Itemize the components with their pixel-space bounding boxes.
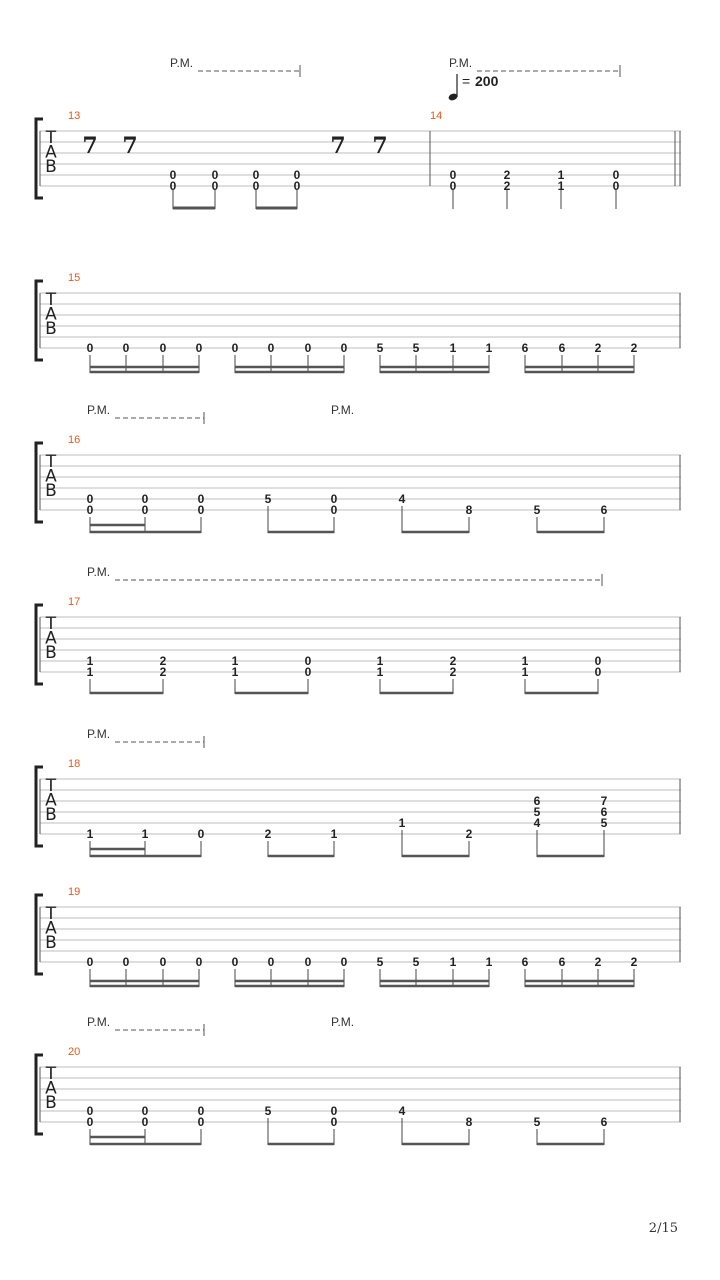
page-number: 2/15 [648,1221,678,1236]
eighth-rest: 7 [330,133,346,159]
fret-number: 0 [449,179,457,193]
measure-number: 15 [68,272,81,284]
tab-clef-letter: A [45,304,57,325]
fret-number: 5 [376,955,384,969]
fret-number: 2 [594,955,602,969]
fret-number: 0 [141,1104,149,1118]
fret-number: 1 [330,827,338,841]
fret-number: 1 [449,955,457,969]
fret-number: 1 [485,955,493,969]
fret-number: 7 [600,794,608,808]
measure-number: 19 [68,886,81,898]
fret-number: 0 [169,179,177,193]
palm-mute-label: P.M. [87,727,111,741]
fret-number: 0 [330,503,338,517]
tab-clef-letter: A [45,790,57,811]
measure-number: 17 [68,596,81,608]
tab-clef-letter: T [45,452,57,472]
measure-number: 13 [68,110,81,122]
tab-clef-letter: A [45,466,57,487]
fret-number: 0 [195,955,203,969]
tempo-equals: = [462,73,471,89]
fret-number: 4 [398,1104,406,1118]
tab-clef-letter: T [45,128,57,148]
palm-mute-label: P.M. [449,56,473,70]
fret-number: 1 [521,654,529,668]
fret-number: 2 [159,665,167,679]
fret-number: 5 [533,503,541,517]
palm-mute-label: P.M. [170,56,194,70]
tab-clef-letter: T [45,290,57,310]
tab-clef-letter: A [45,628,57,649]
tab-clef-letter: B [45,805,57,825]
palm-mute-label: P.M. [331,1015,355,1029]
fret-number: 8 [465,1115,473,1129]
measure-number: 18 [68,758,81,770]
measure-number: 20 [68,1046,81,1058]
fret-number: 2 [630,341,638,355]
fret-number: 0 [141,503,149,517]
fret-number: 0 [86,503,94,517]
fret-number: 0 [197,827,205,841]
tab-clef-letter: T [45,1064,57,1084]
tab-clef-letter: B [45,319,57,339]
fret-number: 0 [330,1115,338,1129]
fret-number: 8 [465,503,473,517]
tab-clef-letter: B [45,933,57,953]
fret-number: 1 [231,654,239,668]
fret-number: 4 [533,816,541,830]
fret-number: 5 [264,1104,272,1118]
tab-clef-letter: B [45,157,57,177]
fret-number: 2 [449,665,457,679]
palm-mute-label: P.M. [331,403,355,417]
eighth-rest: 7 [82,133,98,159]
fret-number: 0 [330,1104,338,1118]
fret-number: 0 [340,341,348,355]
fret-number: 1 [449,341,457,355]
fret-number: 5 [376,341,384,355]
fret-number: 1 [398,816,406,830]
fret-number: 0 [141,492,149,506]
fret-number: 0 [86,1104,94,1118]
measure-number: 14 [430,110,443,122]
fret-number: 5 [412,955,420,969]
fret-number: 1 [557,168,565,182]
tab-clef-letter: T [45,614,57,634]
fret-number: 0 [252,179,260,193]
fret-number: 4 [398,492,406,506]
fret-number: 0 [304,665,312,679]
fret-number: 1 [485,341,493,355]
fret-number: 2 [630,955,638,969]
fret-number: 1 [557,179,565,193]
fret-number: 1 [376,654,384,668]
fret-number: 0 [293,168,301,182]
fret-number: 2 [449,654,457,668]
fret-number: 5 [412,341,420,355]
fret-number: 6 [600,503,608,517]
fret-number: 0 [86,955,94,969]
fret-number: 2 [264,827,272,841]
fret-number: 0 [267,341,275,355]
fret-number: 0 [293,179,301,193]
fret-number: 1 [86,665,94,679]
fret-number: 1 [86,827,94,841]
fret-number: 1 [231,665,239,679]
fret-number: 0 [267,955,275,969]
fret-number: 5 [600,816,608,830]
fret-number: 6 [600,1115,608,1129]
tab-clef-letter: A [45,1078,57,1099]
fret-number: 6 [533,794,541,808]
fret-number: 0 [86,1115,94,1129]
fret-number: 6 [600,805,608,819]
fret-number: 2 [159,654,167,668]
fret-number: 0 [231,955,239,969]
fret-number: 0 [122,341,130,355]
fret-number: 1 [521,665,529,679]
tab-clef-letter: T [45,904,57,924]
fret-number: 1 [86,654,94,668]
fret-number: 2 [594,341,602,355]
fret-number: 0 [86,341,94,355]
fret-number: 2 [465,827,473,841]
fret-number: 2 [503,168,511,182]
fret-number: 0 [86,492,94,506]
tab-clef-letter: B [45,481,57,501]
fret-number: 6 [521,955,529,969]
fret-number: 5 [533,1115,541,1129]
fret-number: 0 [159,955,167,969]
fret-number: 0 [449,168,457,182]
fret-number: 1 [376,665,384,679]
tab-clef-letter: T [45,776,57,796]
fret-number: 6 [521,341,529,355]
fret-number: 0 [211,179,219,193]
tab-clef-letter: B [45,1093,57,1113]
fret-number: 0 [304,341,312,355]
fret-number: 0 [330,492,338,506]
fret-number: 0 [211,168,219,182]
fret-number: 0 [612,179,620,193]
palm-mute-label: P.M. [87,403,111,417]
tempo-value: 200 [475,73,499,89]
fret-number: 0 [197,492,205,506]
fret-number: 2 [503,179,511,193]
fret-number: 0 [169,168,177,182]
fret-number: 0 [304,955,312,969]
fret-number: 0 [122,955,130,969]
fret-number: 0 [594,654,602,668]
fret-number: 6 [558,341,566,355]
fret-number: 0 [612,168,620,182]
palm-mute-label: P.M. [87,565,111,579]
fret-number: 0 [141,1115,149,1129]
fret-number: 0 [231,341,239,355]
fret-number: 0 [197,1104,205,1118]
fret-number: 6 [558,955,566,969]
fret-number: 0 [159,341,167,355]
fret-number: 0 [340,955,348,969]
fret-number: 0 [195,341,203,355]
tab-clef-letter: A [45,142,57,163]
fret-number: 5 [264,492,272,506]
fret-number: 0 [594,665,602,679]
fret-number: 1 [141,827,149,841]
fret-number: 0 [197,503,205,517]
tab-clef-letter: B [45,643,57,663]
palm-mute-label: P.M. [87,1015,111,1029]
eighth-rest: 7 [122,133,138,159]
eighth-rest: 7 [372,133,388,159]
fret-number: 5 [533,805,541,819]
tab-clef-letter: A [45,918,57,939]
fret-number: 0 [197,1115,205,1129]
measure-number: 16 [68,434,81,446]
fret-number: 0 [252,168,260,182]
fret-number: 0 [304,654,312,668]
